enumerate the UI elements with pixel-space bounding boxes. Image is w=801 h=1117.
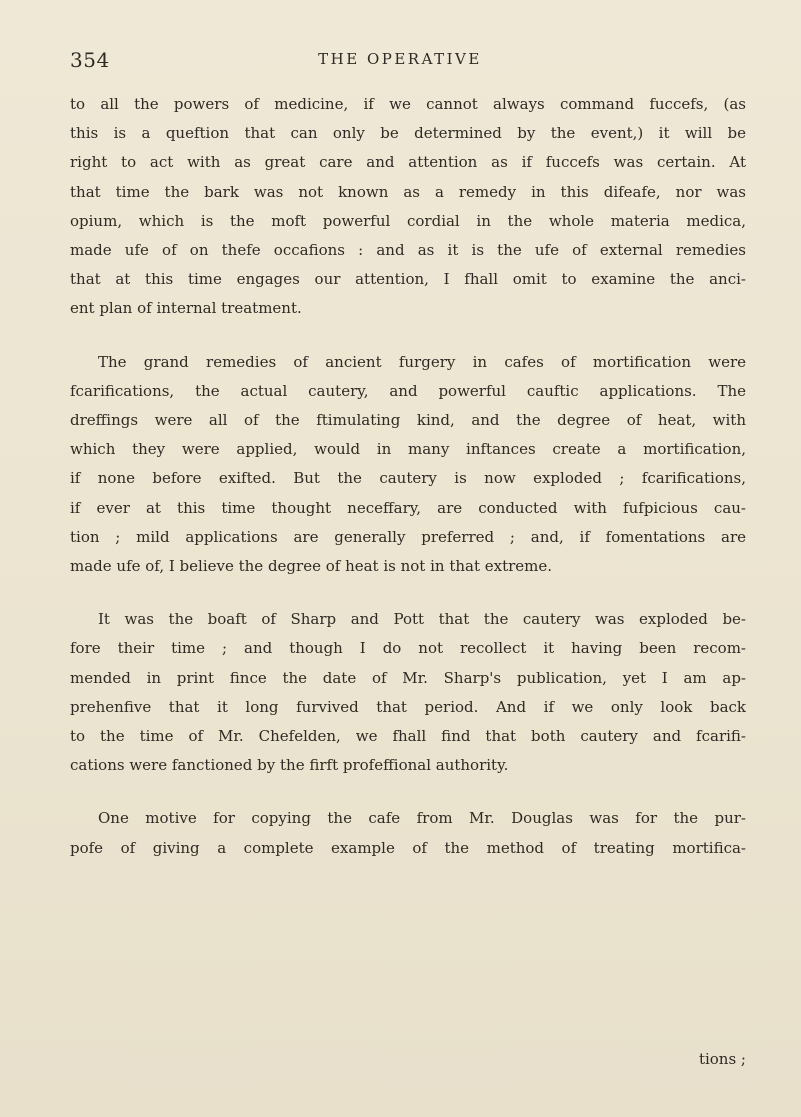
text-line: made ufe of on thefe occafions : and as it is the ufe of external remedies: [70, 241, 746, 260]
text-line: ent plan of internal treatment.: [70, 299, 302, 318]
text-line: which they were applied, would in many inftances create a mortification,: [70, 440, 746, 459]
text-line: right to act with as great care and attention as if fuccefs was certain. At: [70, 153, 746, 172]
text-line: to the time of Mr. Chefelden, we fhall find that both cautery and fcarifi-: [70, 727, 746, 746]
text-line: mended in print fince the date of Mr. Sharp's publication, yet I am ap-: [70, 668, 746, 687]
text-line: cations were fanctioned by the firft profeffional authority.: [70, 756, 509, 775]
text-line: The grand remedies of ancient furgery in cafes of mortification were: [98, 352, 746, 371]
paragraph-1: [70, 90, 746, 324]
running-head: THE OPERATIVE: [318, 50, 482, 68]
text-line: One motive for copying the cafe from Mr. Douglas was for the pur-: [98, 809, 746, 828]
text-line: this is a queftion that can only be determined by the event,) it will be: [70, 124, 746, 143]
text-line: pofe of giving a complete example of the method of treating mortifica-: [70, 838, 746, 857]
text-line: to all the powers of medicine, if we cannot always command fuccefs, (as: [70, 95, 746, 113]
text-line: if none before exifted. But the cautery is now exploded ; fcarifications,: [70, 469, 746, 488]
catchword: tions ;: [698, 1050, 746, 1068]
body-text: [70, 90, 746, 887]
page-number: 354: [70, 48, 110, 72]
paragraph-2: [70, 348, 746, 582]
text-line: that time the bark was not known as a remedy in this difeafe, nor was: [70, 182, 746, 201]
text-line: opium, which is the moft powerful cordial in the whole materia medica,: [70, 211, 746, 230]
text-line: dreffings were all of the ftimulating kind, and the degree of heat, with: [70, 411, 746, 430]
text-line: prehenfive that it long furvived that period. And if we only look back: [70, 697, 746, 716]
text-line: fcarifications, the actual cautery, and powerful cauftic applications. The: [70, 381, 746, 400]
text-line: that at this time engages our attention, I fhall omit to examine the anci-: [70, 270, 746, 289]
text-line: made ufe of, I believe the degree of heat is not in that extreme.: [70, 557, 553, 576]
paragraph-3: [70, 605, 746, 780]
text-line: fore their time ; and though I do not recollect it having been recom-: [70, 639, 746, 658]
paragraph-4: [70, 804, 746, 862]
page-header: [70, 48, 730, 78]
text-line: It was the boaft of Sharp and Pott that the cautery was exploded be-: [98, 610, 746, 629]
text-line: if ever at this time thought neceffary, are conducted with fufpicious cau-: [70, 498, 746, 517]
text-line: tion ; mild applications are generally preferred ; and, if fomentations are: [70, 527, 746, 546]
